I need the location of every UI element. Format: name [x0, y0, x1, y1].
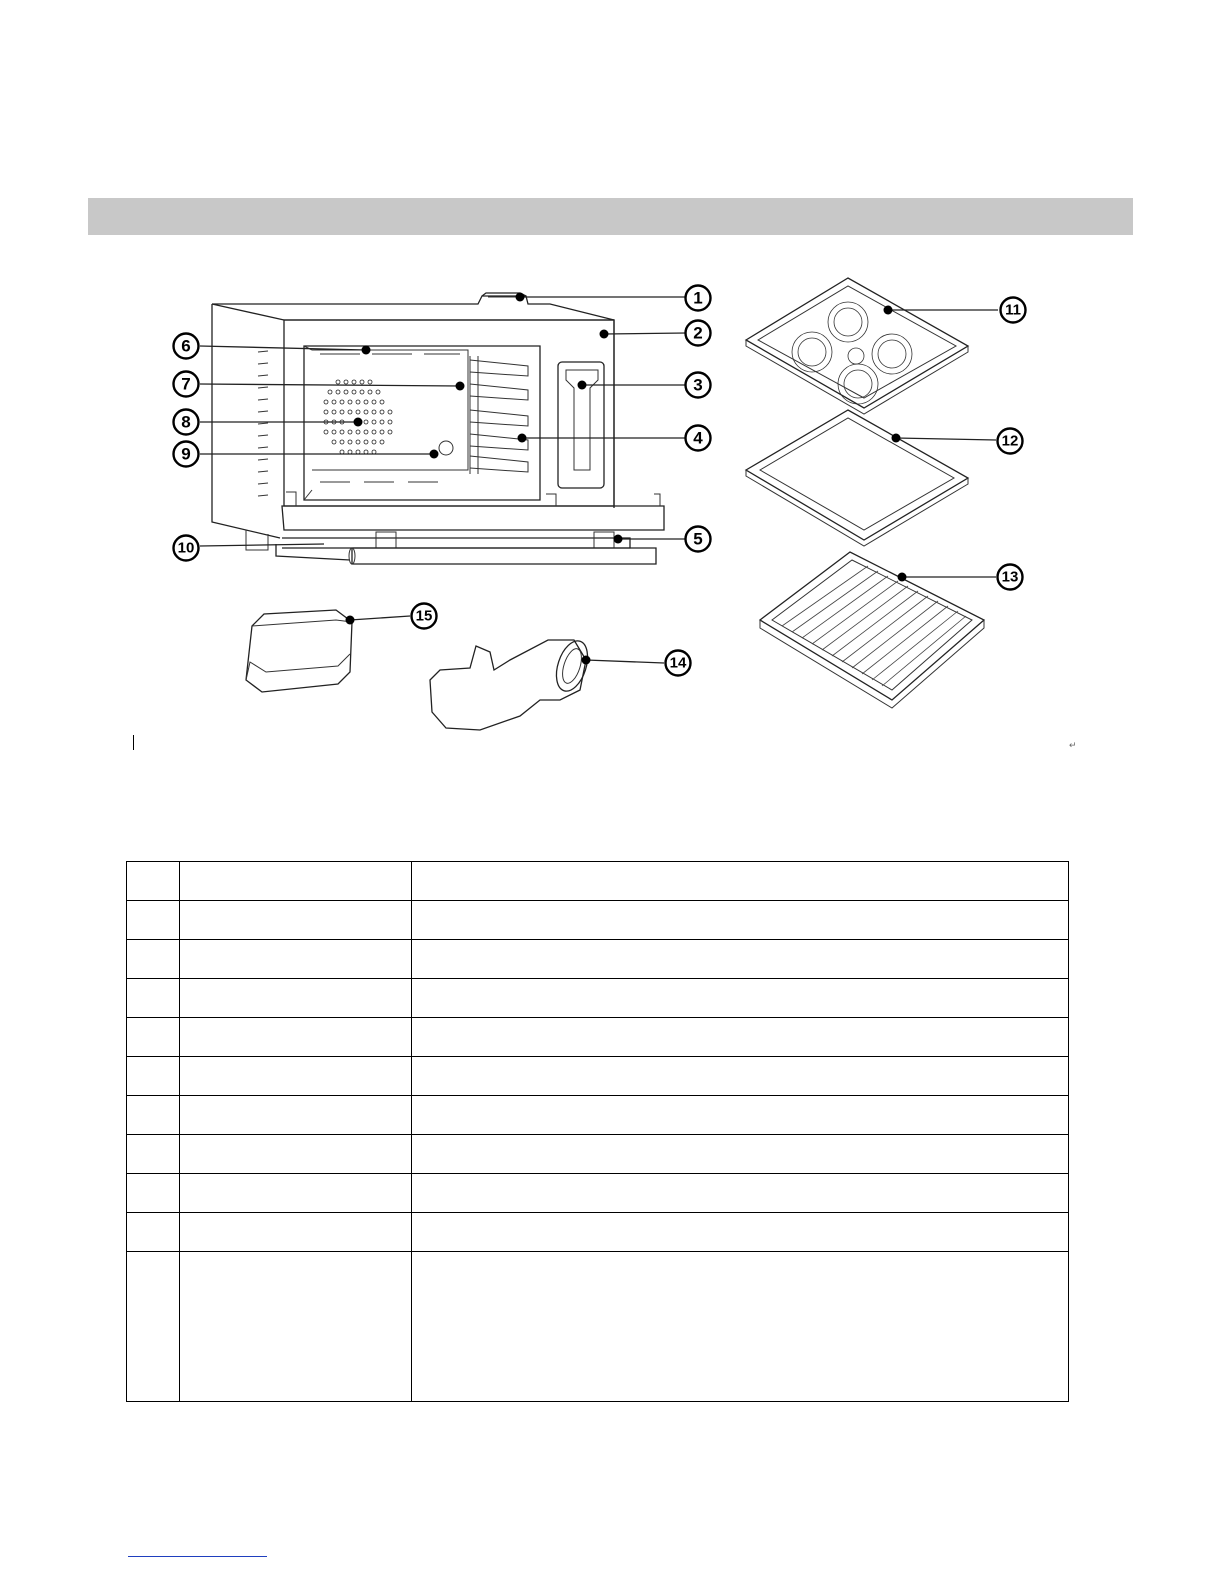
- table-row: [127, 1096, 1069, 1135]
- callout-3: [686, 373, 711, 398]
- cell-description: [412, 1057, 1069, 1096]
- cell-description: [412, 1174, 1069, 1213]
- cell-part: [180, 940, 412, 979]
- svg-text:14: 14: [669, 654, 687, 672]
- baking-dish-illustration: [246, 610, 352, 692]
- cell-description: [412, 1252, 1069, 1402]
- cell-no: [127, 979, 180, 1018]
- callout-15: [412, 604, 437, 629]
- side-vents: [258, 351, 268, 496]
- table-row: [127, 979, 1069, 1018]
- cell-part: [180, 1135, 412, 1174]
- cell-part: [180, 1174, 412, 1213]
- callout-2: [686, 321, 711, 346]
- oven-illustration: [212, 293, 664, 564]
- cell-description: [412, 1096, 1069, 1135]
- table-row: [127, 901, 1069, 940]
- cell-part: [180, 862, 412, 901]
- callout-8: [174, 410, 199, 435]
- table-row: [127, 1018, 1069, 1057]
- svg-text:11: 11: [1005, 301, 1021, 319]
- cell-part: [180, 1096, 412, 1135]
- wire-rack-illustration: [760, 552, 984, 708]
- text-cursor-mark: [133, 735, 134, 750]
- cell-no: [127, 862, 180, 901]
- cell-description: [412, 901, 1069, 940]
- svg-text:12: 12: [1001, 432, 1019, 450]
- cell-description: [412, 1018, 1069, 1057]
- cell-description: [412, 1135, 1069, 1174]
- svg-text:4: 4: [693, 428, 703, 448]
- callout-9: [174, 442, 199, 467]
- callout-12: [998, 429, 1023, 454]
- cell-part: [180, 901, 412, 940]
- svg-text:7: 7: [181, 374, 191, 394]
- callout-13: [998, 565, 1023, 590]
- callout-4: [686, 426, 711, 451]
- cell-part: [180, 1213, 412, 1252]
- svg-text:15: 15: [415, 607, 433, 625]
- svg-text:9: 9: [181, 444, 191, 464]
- parts-table: [126, 861, 1069, 1402]
- svg-text:5: 5: [693, 529, 703, 549]
- callout-7: [174, 372, 199, 397]
- svg-text:2: 2: [693, 323, 703, 343]
- oven-parts-diagram: [0, 0, 1224, 780]
- cell-part: [180, 979, 412, 1018]
- cell-description: [412, 862, 1069, 901]
- svg-text:3: 3: [693, 375, 703, 395]
- table-row: [127, 862, 1069, 901]
- cell-part: [180, 1252, 412, 1402]
- table-row: [127, 1252, 1069, 1402]
- callout-6: [174, 334, 199, 359]
- footer-link[interactable]: [128, 1556, 267, 1557]
- cell-part: [180, 1018, 412, 1057]
- baking-tray-illustration: [746, 410, 968, 546]
- callout-14: [666, 651, 691, 676]
- cell-no: [127, 1174, 180, 1213]
- fan-perforation: [324, 380, 392, 454]
- cell-no: [127, 1057, 180, 1096]
- cell-description: [412, 1213, 1069, 1252]
- table-row: [127, 1213, 1069, 1252]
- cell-no: [127, 940, 180, 979]
- svg-text:6: 6: [181, 336, 191, 356]
- cell-no: [127, 1018, 180, 1057]
- table-row: [127, 940, 1069, 979]
- svg-text:8: 8: [181, 412, 191, 432]
- cell-part: [180, 1057, 412, 1096]
- paragraph-mark: ↵: [1069, 740, 1077, 750]
- table-row: [127, 1057, 1069, 1096]
- svg-text:1: 1: [693, 288, 703, 308]
- oven-glove-illustration: [430, 637, 593, 730]
- callout-5: [686, 527, 711, 552]
- svg-text:10: 10: [177, 539, 195, 557]
- cell-no: [127, 1135, 180, 1174]
- cell-description: [412, 940, 1069, 979]
- cell-no: [127, 1252, 180, 1402]
- cell-no: [127, 1096, 180, 1135]
- shelf-racks: [470, 356, 528, 474]
- perforated-tray-illustration: [746, 278, 968, 414]
- table-row: [127, 1174, 1069, 1213]
- svg-text:13: 13: [1001, 568, 1019, 586]
- callout-11: [1001, 298, 1026, 323]
- callout-10: [174, 536, 199, 561]
- cell-description: [412, 979, 1069, 1018]
- callout-1: [686, 286, 711, 311]
- table-row: [127, 1135, 1069, 1174]
- cell-no: [127, 1213, 180, 1252]
- cell-no: [127, 901, 180, 940]
